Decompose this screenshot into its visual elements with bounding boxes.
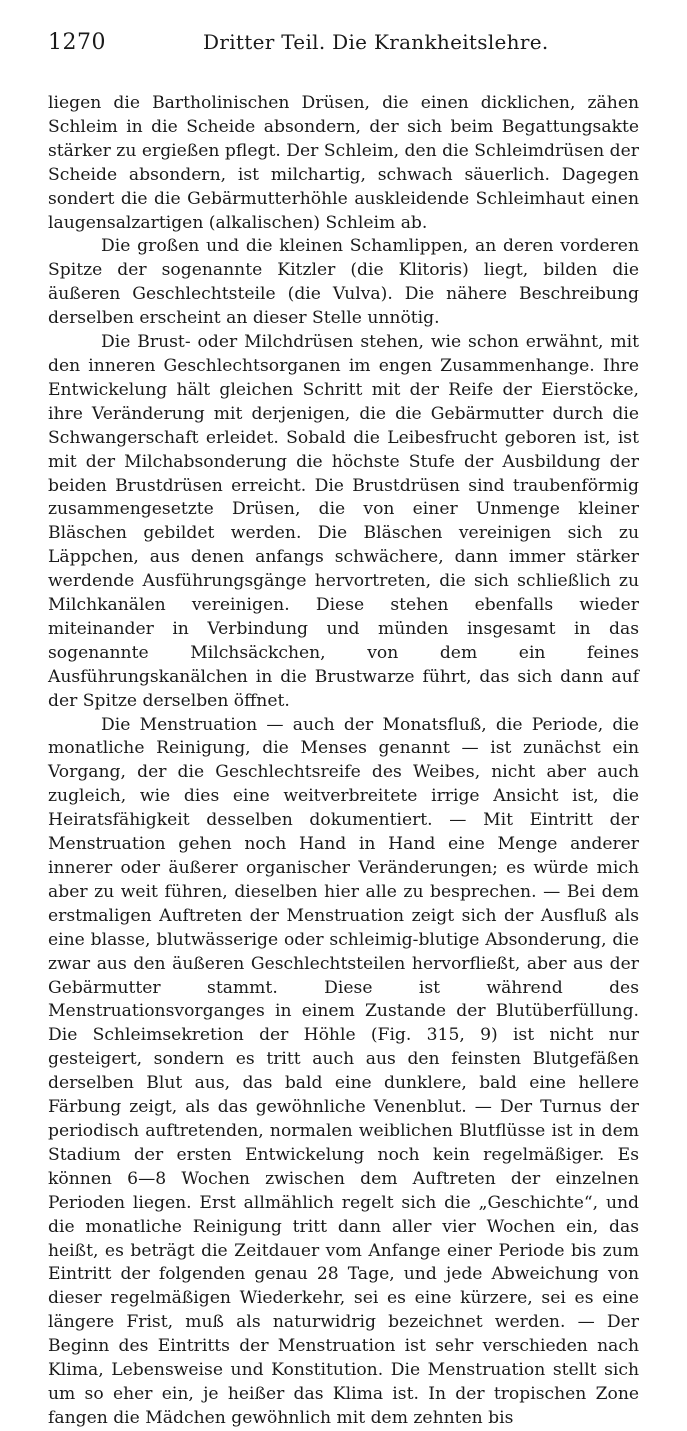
paragraph-brustdruesen: Die Brust- oder Milchdrüsen stehen, wie schon erwähnt, mit den inneren Geschlechtsorganen im engen Zusammenhange. Ihre Entwickelung hält gleichen Schritt mit der Reife der Eierstöcke, ihre Veränderung mit derjenigen, die die Gebärmutter durch die Schwangerschaft erleidet. Sobald die Leibesfrucht geboren ist, ist mit der Milchabsonderung die höchste Stufe der Ausbildung der beiden Brustdrüsen erreicht. Die Brustdrüsen sind traubenförmig zusammengesetzte Drüsen, die von einer Unmenge kleiner Bläschen gebildet werden. Die Bläschen vereinigen sich zu Läppchen, aus denen anfangs schwächere, dann immer stärker werdende Ausführungsgänge hervortreten, die sich schließlich zu Milchkanälen vereinigen. Diese stehen ebenfalls wieder miteinander in Verbindung und münden insgesamt in das sogenannte Milchsäckchen, von dem ein feines Ausführungskanälchen in die Brustwarze führt, das sich dann auf der Spitze derselben öffnet.	[48, 332, 639, 711]
page-number: 1270	[48, 30, 106, 55]
paragraph-menstruation: Die Menstruation — auch der Monatsfluß, die Periode, die monatliche Reinigung, die Menses genannt — ist zunächst ein Vorgang, der die Geschlechtsreife des Weibes, nicht aber auch zugleich, wie dies eine weitverbreitete irrige Ansicht ist, die Heiratsfähigkeit desselben dokumentiert. — Mit Eintritt der Menstruation gehen noch Hand in Hand eine Menge anderer innerer oder äußerer organischer Veränderungen; es würde mich aber zu weit führen, dieselben hier alle zu besprechen. — Bei dem erstmaligen Auftreten der Menstruation zeigt sich der Ausfluß als eine blasse, blutwässerige oder schleimig-blutige Absonderung, die zwar aus den äußeren Geschlechtsteilen hervorfließt, aber aus der Gebärmutter stammt. Diese ist während des Menstruationsvorganges in einem Zustande der Blutüberfüllung. Die Schleimsekretion der Höhle (Fig. 315, 9) ist nicht nur gesteigert, sondern es tritt auch aus den feinsten Blutgefäßen derselben Blut aus, das bald eine dunklere, bald eine hellere Färbung zeigt, als das gewöhnliche Venenblut. — Der Turnus der periodisch auftretenden, normalen weiblichen Blutflüsse ist in dem Stadium der ersten Entwickelung noch kein regelmäßiger. Es können 6—8 Wochen zwischen dem Auftreten der einzelnen Perioden liegen. Erst allmählich regelt sich die „Geschichte“, und die monatliche Reinigung tritt dann aller vier Wochen ein, das heißt, es beträgt die Zeitdauer vom Anfange einer Periode bis zum Eintritt der folgenden genau 28 Tage, und jede Abweichung von dieser regelmäßigen Wiederkehr, sei es eine kürzere, sei es eine längere Frist, muß als naturwidrig bezeichnet werden. — Der Beginn des Eintritts der Menstruation ist sehr verschieden nach Klima, Lebensweise und Konstitution. Die Menstruation stellt sich um so eher ein, je heißer das Klima ist. In der tropischen Zone fangen die Mädchen gewöhnlich mit dem zehnten bis	[48, 714, 639, 1428]
running-head: Dritter Teil. Die Krankheitslehre.	[203, 30, 549, 54]
page-header	[48, 30, 639, 66]
page-body	[48, 92, 639, 1431]
paragraph-continuation: liegen die Bartholinischen Drüsen, die einen dicklichen, zähen Schleim in die Scheide absondern, der sich beim Begattungsakte stärker zu ergießen pflegt. Der Schleim, den die Schleimdrüsen der Scheide absondern, ist milchartig, schwach säuerlich. Dagegen sondert die die Gebärmutterhöhle auskleidende Schleimhaut einen laugensalzartigen (alkalischen) Schleim ab.	[48, 93, 639, 233]
paragraph-schamlippen: Die großen und die kleinen Schamlippen, an deren vorderen Spitze der sogenannte Kitzler (die Klitoris) liegt, bilden die äußeren Geschlechtsteile (die Vulva). Die nähere Beschreibung derselben erscheint an dieser Stelle unnötig.	[48, 236, 639, 329]
